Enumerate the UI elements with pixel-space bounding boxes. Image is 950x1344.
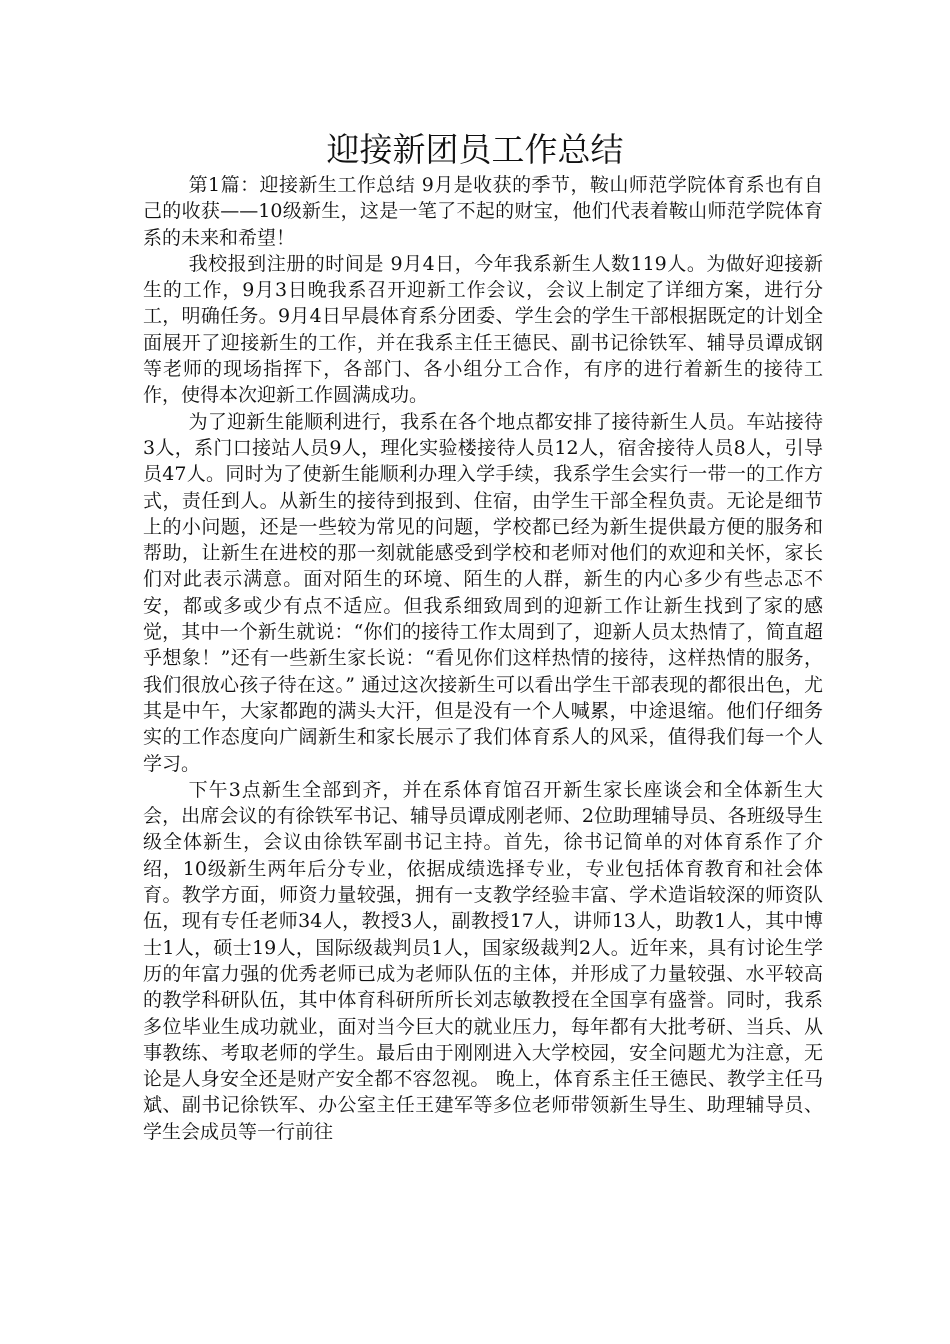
document-body bbox=[143, 172, 823, 1145]
paragraph-3: 为了迎新生能顺利进行，我系在各个地点都安排了接待新生人员。车站接待3人，系门口接站人员9人，理化实验楼接待人员12人，宿舍接待人员8人，引导员47人。同时为了使新生能顺利办理入学手续，我系学生会实行一带一的工作方式，责任到人。从新生的接待到报到、住宿，由学生干部全程负责。无论是细节上的小问题，还是一些较为常见的问题，学校都已经为新生提供最方便的服务和帮助，让新生在进校的那一刻就能感受到学校和老师对他们的欢迎和关怀，家长们对此表示满意。面对陌生的环境、陌生的人群，新生的内心多少有些忐忑不安，都或多或少有点不适应。但我系细致周到的迎新工作让新生找到了家的感觉，其中一个新生就说：“你们的接待工作太周到了，迎新人员太热情了，简直超乎想象！”还有一些新生家长说：“看见你们这样热情的接待，这样热情的服务，我们很放心孩子待在这。” 通过这次接新生可以看出学生干部表现的都很出色，尤其是中午，大家都跑的满头大汗，但是没有一个人喊累，中途退缩。他们仔细务实的工作态度向广阔新生和家长展示了我们体育系人的风采，值得我们每一个人学习。 bbox=[143, 410, 823, 775]
document-title: 迎接新团员工作总结 bbox=[326, 130, 624, 169]
paragraph-4: 下午3点新生全部到齐，并在系体育馆召开新生家长座谈会和全体新生大会，出席会议的有徐铁军书记、辅导员谭成刚老师、2位助理辅导员、各班级导生级全体新生，会议由徐铁军副书记主持。首先，徐书记简单的对体育系作了介绍，10级新生两年后分专业，依据成绩选择专业，专业包括体育教育和社会体育。教学方面，师资力量较强，拥有一支教学经验丰富、学术造诣较深的师资队伍，现有专任老师34人，教授3人，副教授17人，讲师13人，助教1人，其中博士1人，硕士19人，国际级裁判员1人，国家级裁判2人。近年来，具有讨论生学历的年富力强的优秀老师已成为老师队伍的主体，并形成了力量较强、水平较高的教学科研队伍，其中体育科研所所长刘志敏教授在全国享有盛誉。同时，我系多位毕业生成功就业，面对当今巨大的就业压力，每年都有大批考研、当兵、从事教练、考取老师的学生。最后由于刚刚进入大学校园，安全问题尤为注意，无论是人身安全还是财产安全都不容忽视。 晚上，体育系主任王德民、教学主任马斌、副书记徐铁军、办公室主任王建军等多位老师带领新生导生、助理辅导员、学生会成员等一行前往 bbox=[143, 778, 823, 1143]
paragraph-2: 我校报到注册的时间是 9月4日，今年我系新生人数119人。为做好迎接新生的工作，9月3日晚我系召开迎新工作会议，会议上制定了详细方案，进行分工，明确任务。9月4日早晨体育系分团委、学生会的学生干部根据既定的计划全面展开了迎接新生的工作，并在我系主任王德民、副书记徐铁军、辅导员谭成钢等老师的现场指挥下，各部门、各小组分工合作，有序的进行着新生的接待工作，使得本次迎新工作圆满成功。 bbox=[143, 252, 823, 407]
paragraph-1: 第1篇：迎接新生工作总结 9月是收获的季节，鞍山师范学院体育系也有自己的收获——10级新生，这是一笔了不起的财宝，他们代表着鞍山师范学院体育系的未来和希望！ bbox=[143, 174, 823, 249]
